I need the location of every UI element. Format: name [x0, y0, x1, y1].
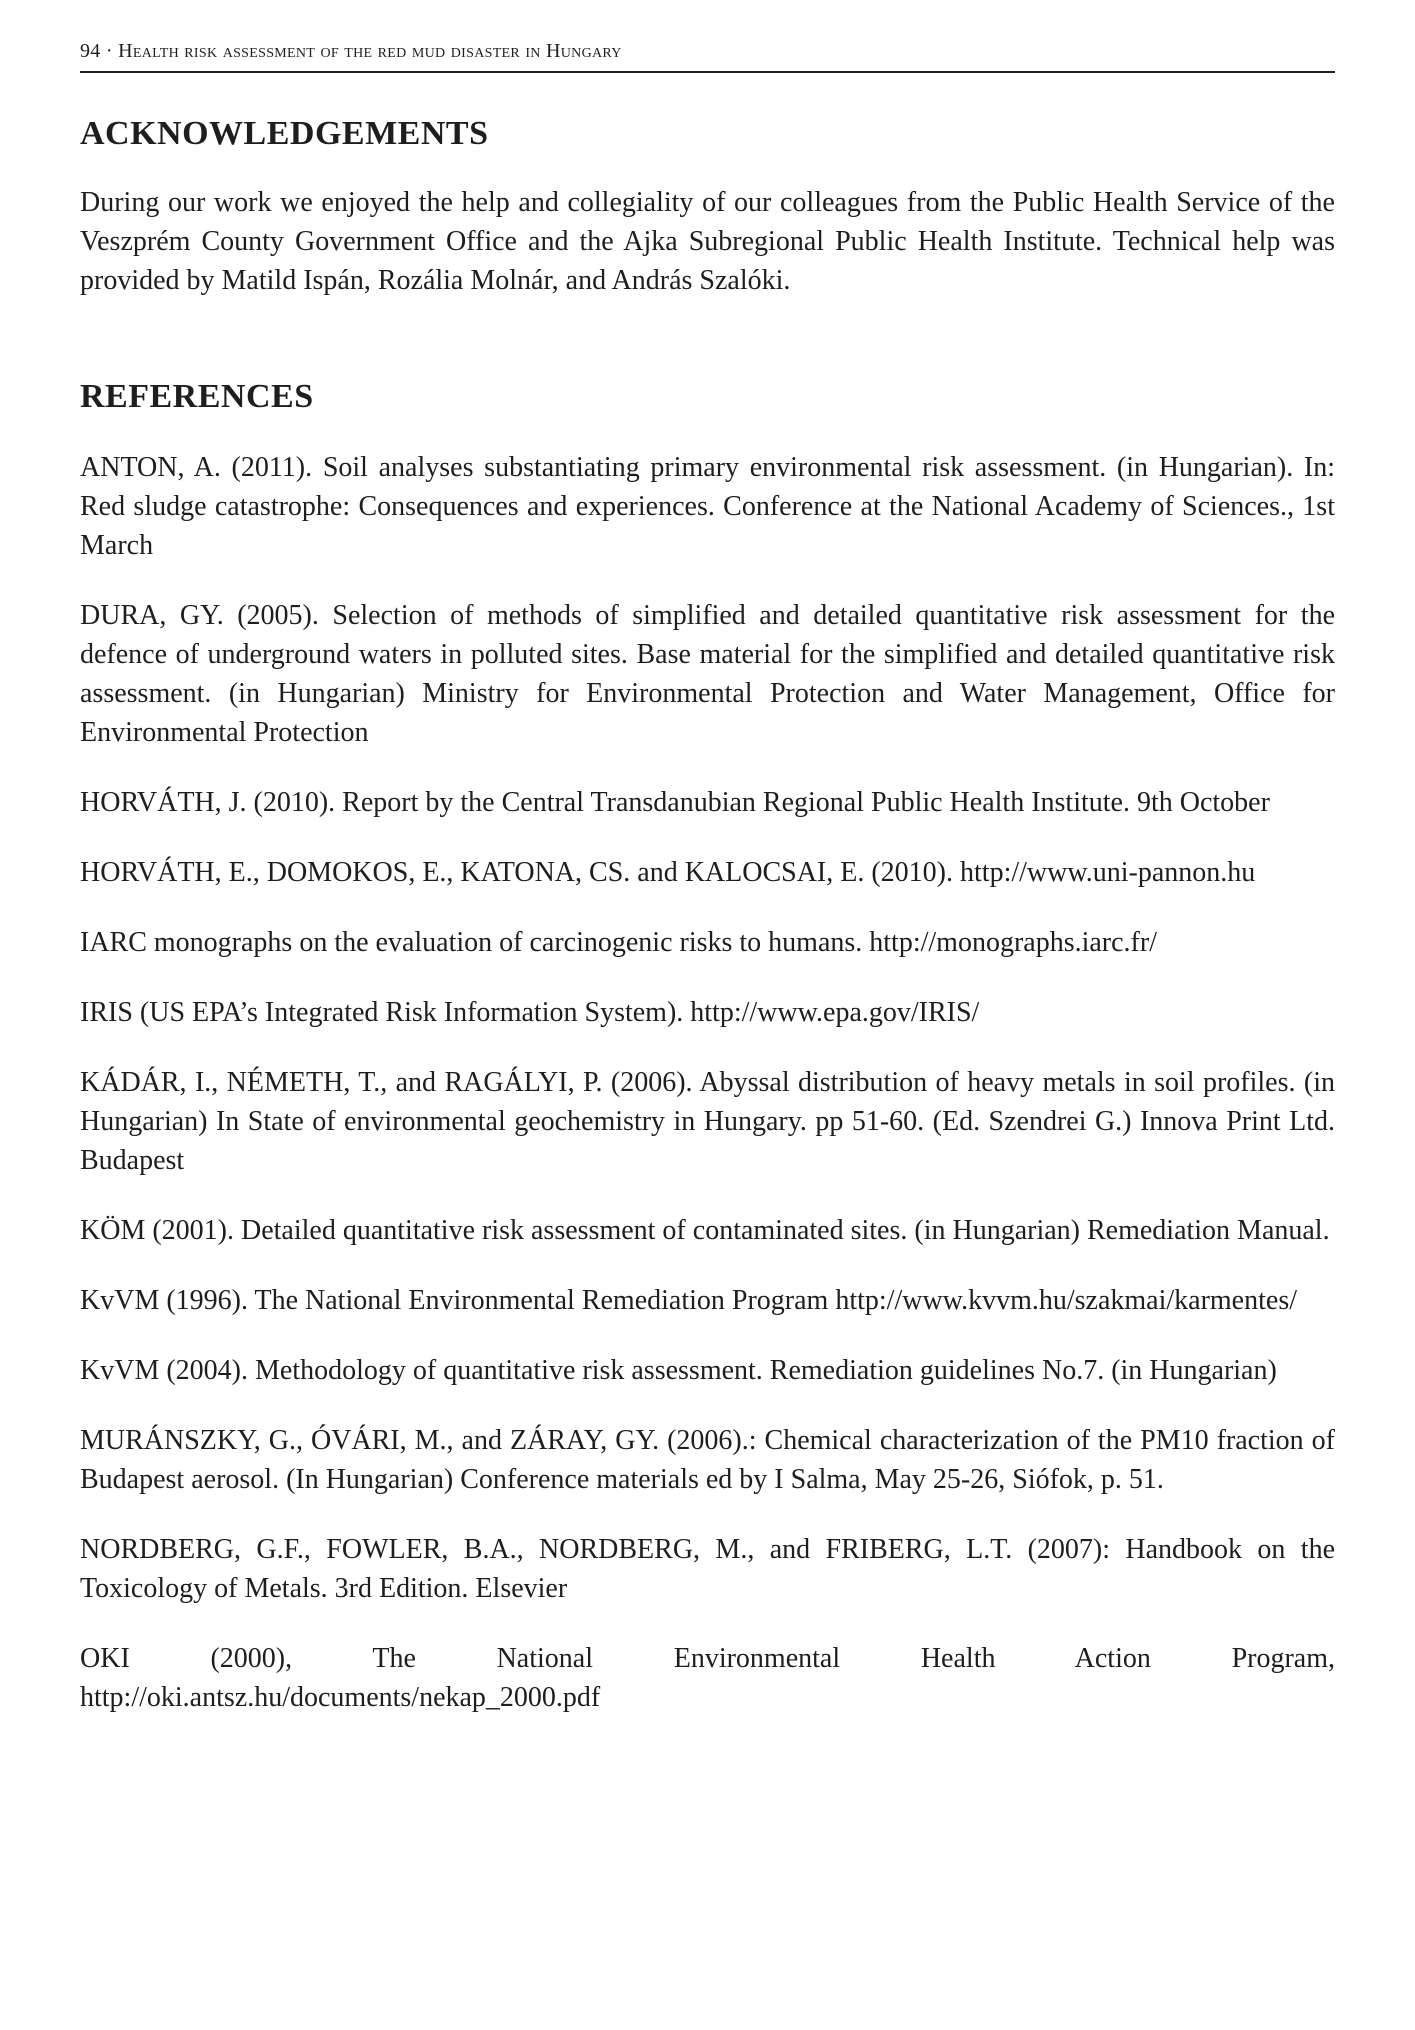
- reference-item: ANTON, A. (2011). Soil analyses substantiating primary environmental risk assessment. (in Hungarian). In: Red sludge catastrophe: Consequences and experiences. Conference at the National Academy of Sciences., 1st March: [80, 452, 1335, 561]
- reference-item: HORVÁTH, E., DOMOKOS, E., KATONA, CS. and KALOCSAI, E. (2010). http://www.uni-pannon.hu: [80, 857, 1256, 888]
- references-heading: REFERENCES: [80, 378, 314, 415]
- reference-item: IARC monographs on the evaluation of carcinogenic risks to humans. http://monographs.iarc.fr/: [80, 927, 1157, 958]
- acknowledgements-body: During our work we enjoyed the help and collegiality of our colleagues from the Public Health Service of the Veszprém County Government Office and the Ajka Subregional Public Health Institute. Technical help was provided by Matild Ispán, Rozália Molnár, and András Szalóki.: [80, 187, 1335, 296]
- reference-item: KÁDÁR, I., NÉMETH, T., and RAGÁLYI, P. (2006). Abyssal distribution of heavy metals in soil profiles. (in Hungarian) In State of environmental geochemistry in Hungary. pp 51-60. (Ed. Szendrei G.) Innova Print Ltd. Budapest: [80, 1067, 1335, 1176]
- reference-item: IRIS (US EPA’s Integrated Risk Information System). http://www.epa.gov/IRIS/: [80, 997, 980, 1028]
- reference-item: KvVM (1996). The National Environmental Remediation Program http://www.kvvm.hu/szakmai/karmentes/: [80, 1285, 1297, 1316]
- reference-item: NORDBERG, G.F., FOWLER, B.A., NORDBERG, M., and FRIBERG, L.T. (2007): Handbook on the Toxicology of Metals. 3rd Edition. Elsevier: [80, 1534, 1335, 1604]
- running-header: 94 · Health risk assessment of the red mud disaster in Hungary: [80, 40, 1335, 73]
- document-page: [80, 40, 1335, 1748]
- reference-item: DURA, GY. (2005). Selection of methods of simplified and detailed quantitative risk assessment for the defence of underground waters in polluted sites. Base material for the simplified and detailed quantitative risk assessment. (in Hungarian) Ministry for Environmental Protection and Water Management, Office for Environmental Protection: [80, 600, 1335, 748]
- acknowledgements-heading: ACKNOWLEDGEMENTS: [80, 115, 489, 152]
- reference-item: MURÁNSZKY, G., ÓVÁRI, M., and ZÁRAY, GY. (2006).: Chemical characterization of the PM10 fraction of Budapest aerosol. (In Hungarian) Conference materials ed by I Salma, May 25-26, Siófok, p. 51.: [80, 1425, 1335, 1495]
- reference-list: [80, 448, 1335, 1717]
- reference-item: KÖM (2001). Detailed quantitative risk assessment of contaminated sites. (in Hungarian) Remediation Manual.: [80, 1215, 1330, 1246]
- reference-item: OKI (2000), The National Environmental Health Action Program, http://oki.antsz.hu/documents/nekap_2000.pdf: [80, 1643, 1335, 1713]
- reference-item: KvVM (2004). Methodology of quantitative risk assessment. Remediation guidelines No.7. (in Hungarian): [80, 1355, 1277, 1386]
- reference-item: HORVÁTH, J. (2010). Report by the Central Transdanubian Regional Public Health Institute. 9th October: [80, 787, 1270, 818]
